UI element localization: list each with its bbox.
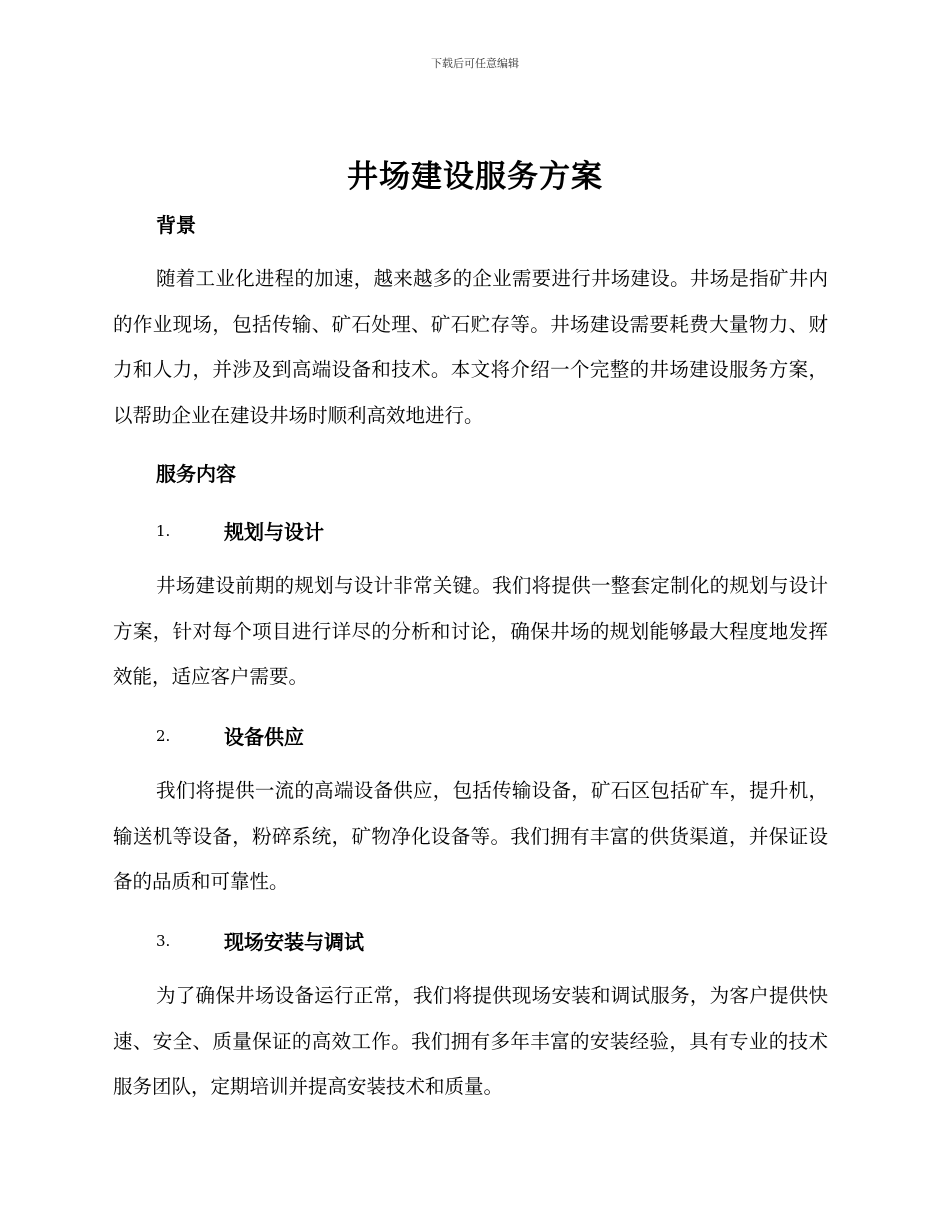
- equipment-paragraph: 我们将提供一流的高端设备供应，包括传输设备，矿石区包括矿车，提升机，输送机等设备，粉碎系统，矿物净化设备等。我们拥有丰富的供货渠道，并保证设备的品质和可靠性。: [113, 779, 828, 893]
- item-title-planning: 规划与设计: [224, 520, 324, 544]
- page-header-watermark: 下载后可任意编辑: [431, 57, 519, 70]
- document-title: 井场建设服务方案: [347, 159, 603, 195]
- installation-paragraph: 为了确保井场设备运行正常，我们将提供现场安装和调试服务，为客户提供快速、安全、质量保证的高效工作。我们拥有多年丰富的安装经验，具有专业的技术服务团队，定期培训并提高安装技术和质量。: [113, 984, 828, 1098]
- planning-paragraph: 井场建设前期的规划与设计非常关键。我们将提供一整套定制化的规划与设计方案，针对每个项目进行详尽的分析和讨论，确保井场的规划能够最大程度地发挥效能，适应客户需要。: [113, 574, 828, 688]
- section-heading-services: 服务内容: [156, 462, 236, 486]
- item-number: 2.: [156, 727, 171, 745]
- item-number: 1.: [156, 522, 171, 540]
- background-paragraph: 随着工业化进程的加速，越来越多的企业需要进行井场建设。井场是指矿井内的作业现场，包括传输、矿石处理、矿石贮存等。井场建设需要耗费大量物力、财力和人力，并涉及到高端设备和技术。本文将介绍一个完整的井场建设服务方案，以帮助企业在建设井场时顺利高效地进行。: [113, 267, 828, 427]
- item-title-equipment: 设备供应: [224, 725, 304, 749]
- item-title-installation: 现场安装与调试: [224, 930, 364, 954]
- item-number: 3.: [156, 932, 171, 950]
- section-heading-background: 背景: [156, 213, 196, 237]
